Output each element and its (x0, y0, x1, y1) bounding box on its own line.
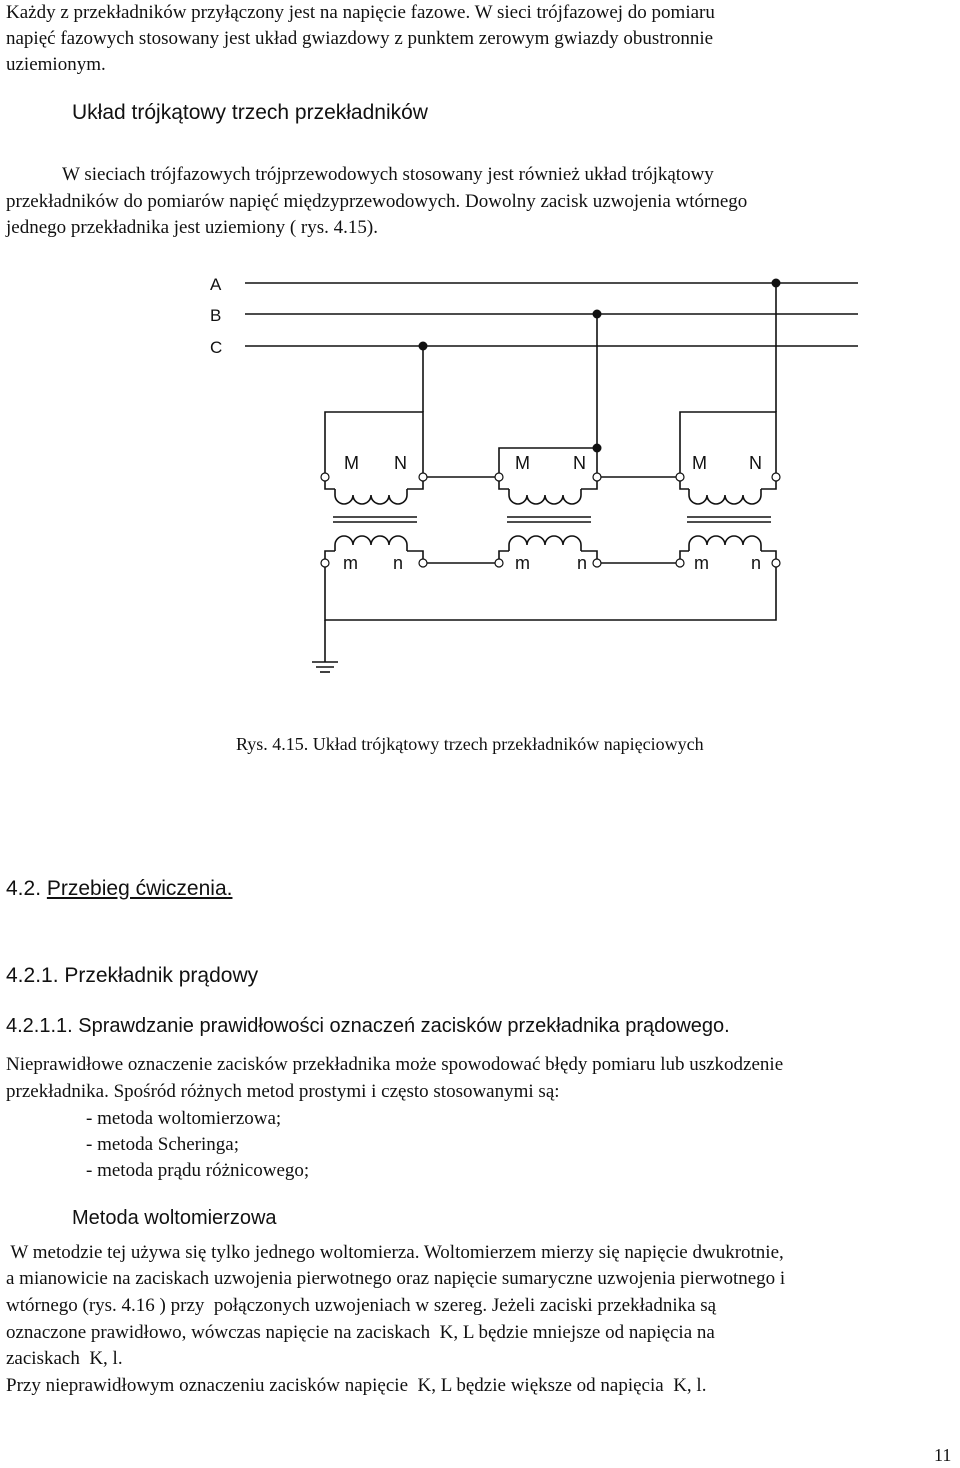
section-heading-4-2 (6, 877, 232, 901)
voltmeter-line-2: a mianowicie na zaciskach uzwojenia pierwotnego oraz napięcie sumaryczne uzwojenia pierwotnego i (6, 1268, 786, 1289)
voltmeter-line-4: oznaczone prawidłowo, wówczas napięcie na zaciskach K, L będzie mniejsze od napięcia na (6, 1322, 715, 1343)
primary-label-n: N (394, 453, 407, 473)
primary-label-m: M (344, 453, 359, 473)
triangle-paragraph-line-2: przekładników do pomiarów napięć międzyprzewodowych. Dowolny zacisk uzwojenia wtórnego (6, 191, 748, 212)
triangle-paragraph-line-3: jednego przekładnika jest uziemiony ( rys. 4.15). (6, 217, 378, 238)
section-heading-4-2-title: Przebieg ćwiczenia. (46, 877, 233, 900)
section-heading-voltmeter-method: Metoda woltomierzowa (72, 1207, 277, 1229)
phase-label-b: B (210, 306, 222, 325)
intro-line-1: Każdy z przekładników przyłączony jest na napięcie fazowe. W sieci trójfazowej do pomiaru (6, 2, 715, 23)
junction-dot (593, 444, 602, 453)
section-heading-4-2-number: 4.2. (6, 877, 47, 900)
junction-dot (772, 279, 781, 288)
secondary-label-m: m (515, 553, 530, 573)
junction-dot (593, 310, 602, 319)
voltmeter-line-1: W metodzie tej używa się tylko jednego woltomierza. Woltomierzem mierzy się napięcie dwukrotnie, (6, 1242, 784, 1263)
list-item-method-1: - metoda woltomierzowa; (86, 1108, 282, 1129)
secondary-label-m: m (694, 553, 709, 573)
primary-label-n: N (749, 453, 762, 473)
voltmeter-line-3: wtórnego (rys. 4.16 ) przy połączonych uzwojeniach w szereg. Jeżeli zaciski przekładnika są (6, 1295, 717, 1316)
figure-caption: Rys. 4.15. Układ trójkątowy trzech przekładników napięciowych (236, 734, 704, 754)
secondary-label-n: n (577, 553, 588, 573)
list-item-method-2: - metoda Scheringa; (86, 1134, 240, 1155)
primary-label-n: N (573, 453, 586, 473)
secondary-label-n: n (393, 553, 404, 573)
phase-label-a: A (210, 275, 222, 294)
secondary-label-m: m (343, 553, 358, 573)
section-4211-line-2: przekładnika. Spośród różnych metod prostymi i często stosowanymi są: (6, 1081, 560, 1102)
voltmeter-line-6: Przy nieprawidłowym oznaczeniu zacisków napięcie K, L będzie większe od napięcia K, l. (6, 1375, 707, 1396)
secondary-label-n: n (751, 553, 762, 573)
junction-dot (419, 342, 428, 351)
intro-line-2: napięć fazowych stosowany jest układ gwiazdowy z punktem zerowym gwiazdy obustronnie (6, 28, 714, 49)
list-item-method-3: - metoda prądu różnicowego; (86, 1160, 310, 1181)
section-heading-4-2-1-1: 4.2.1.1. Sprawdzanie prawidłowości oznaczeń zacisków przekładnika prądowego. (6, 1015, 730, 1037)
primary-label-m: M (692, 453, 707, 473)
phase-label-c: C (210, 338, 223, 357)
page-number: 11 (934, 1445, 952, 1465)
circuit-diagram (0, 265, 960, 685)
section-heading-4-2-1: 4.2.1. Przekładnik prądowy (6, 964, 259, 987)
intro-line-3: uziemionym. (6, 54, 106, 75)
triangle-paragraph-line-1: W sieciach trójfazowych trójprzewodowych stosowany jest również układ trójkątowy (62, 164, 714, 185)
section-4211-line-1: Nieprawidłowe oznaczenie zacisków przekładnika może spowodować błędy pomiaru lub uszkodzenie (6, 1054, 784, 1075)
primary-label-m: M (515, 453, 530, 473)
voltmeter-line-5: zaciskach K, l. (6, 1348, 123, 1369)
section-heading-triangle: Układ trójkątowy trzech przekładników (72, 101, 428, 124)
